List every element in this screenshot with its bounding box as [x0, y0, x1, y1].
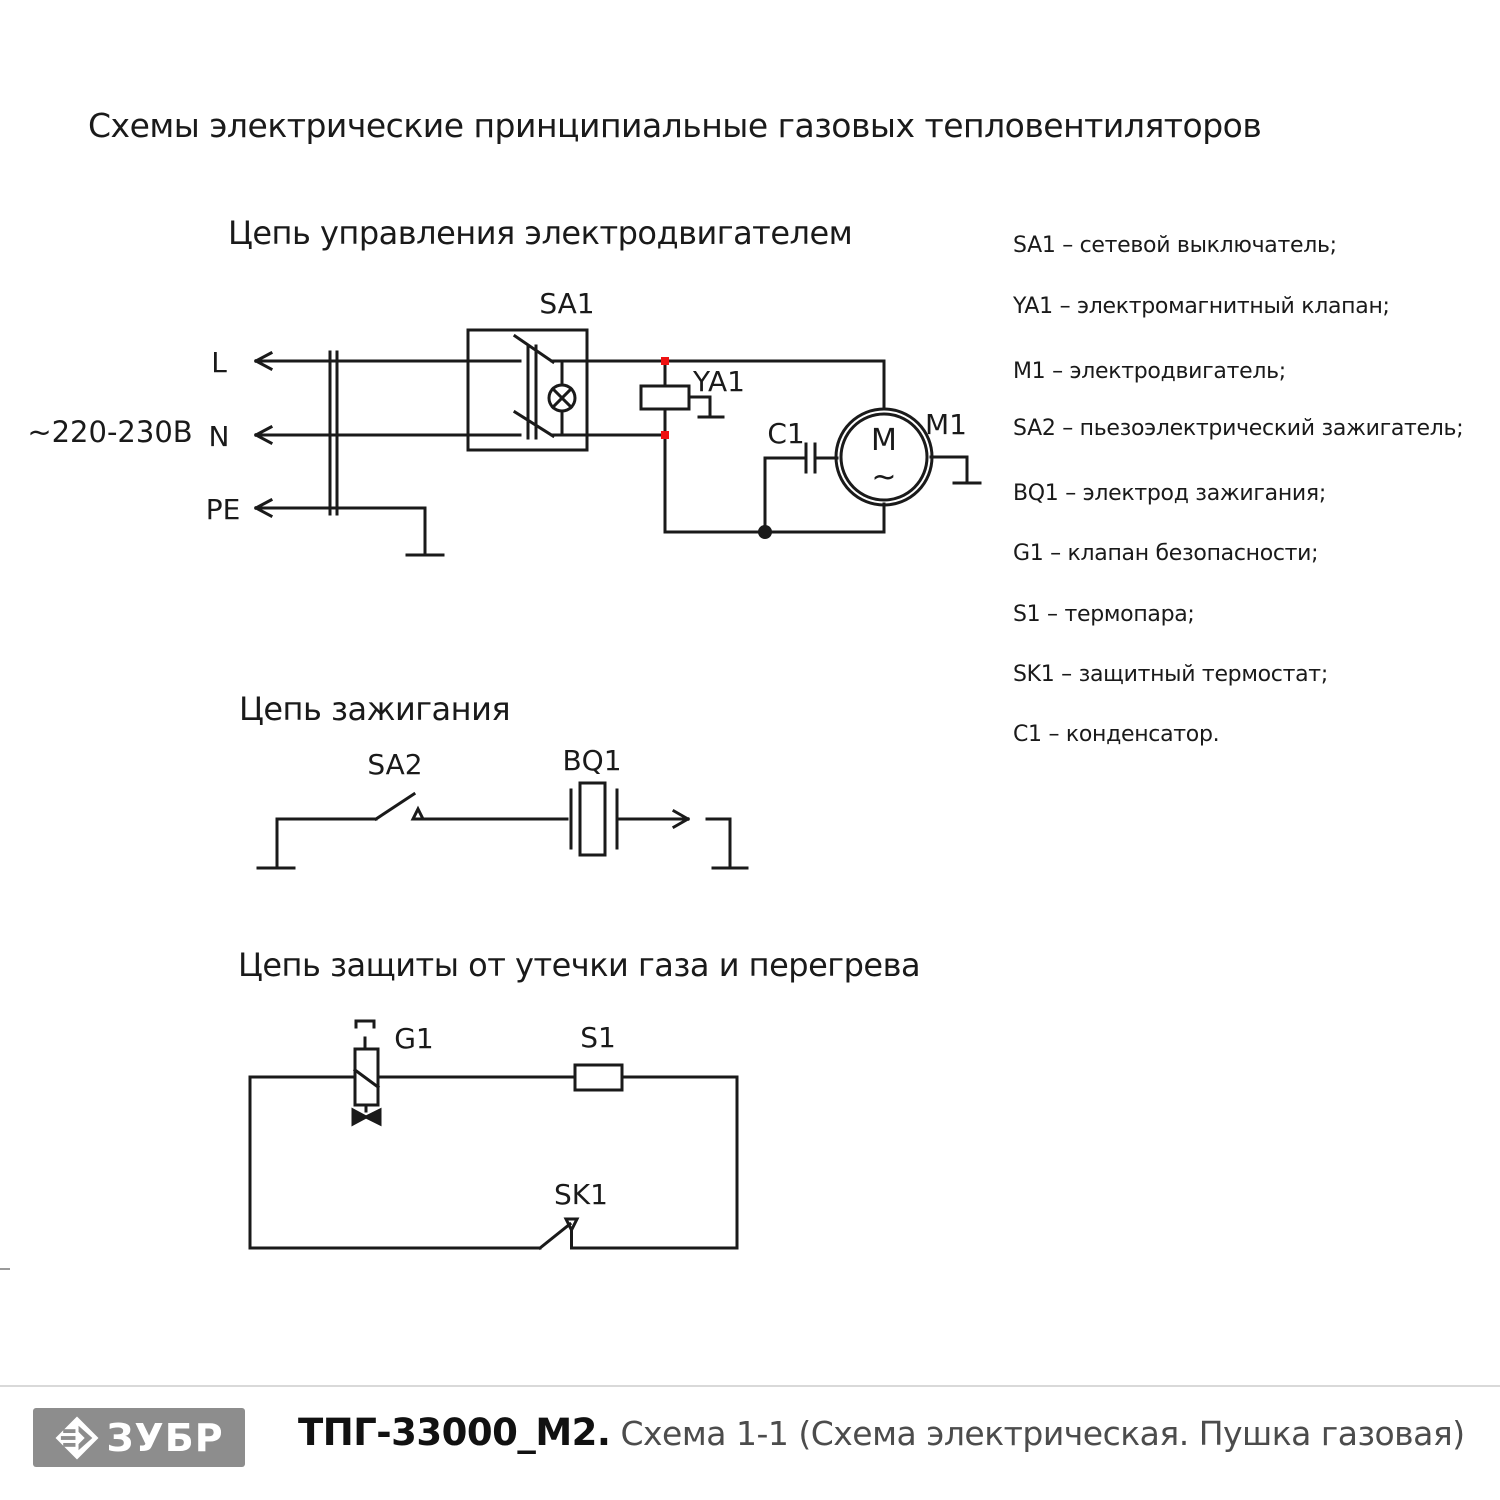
- s1-thermocouple-icon: [575, 1065, 622, 1090]
- motor-letter: M: [871, 423, 897, 458]
- ya1-ground-icon: [689, 397, 723, 417]
- legend-item: M1 – электродвигатель;: [1013, 359, 1286, 384]
- circuit1-graphics: [27, 287, 980, 555]
- terminal-pe-label: PE: [205, 493, 241, 526]
- legend-item: C1 – конденсатор.: [1013, 722, 1220, 747]
- c1-capacitor-icon: [765, 444, 837, 532]
- legend-item: YA1 – электромагнитный клапан;: [1013, 294, 1390, 319]
- zubr-logo-icon: [54, 1415, 100, 1461]
- legend-item: SA2 – пьезоэлектрический зажигатель;: [1013, 416, 1464, 441]
- circuit2-graphics: [258, 744, 747, 868]
- g1-label: G1: [394, 1022, 434, 1055]
- bq1-label: BQ1: [562, 744, 622, 777]
- left-ground-icon: [258, 819, 294, 868]
- legend-item: BQ1 – электрод зажигания;: [1013, 481, 1326, 506]
- legend-item: S1 – термопара;: [1013, 602, 1195, 627]
- red-junction-dot: [661, 431, 669, 439]
- legend-item: SA1 – сетевой выключатель;: [1013, 233, 1337, 258]
- connector-icon: [330, 352, 337, 514]
- scheme-caption: Схема 1-1 (Схема электрическая. Пушка газовая): [620, 1414, 1465, 1453]
- sk1-label: SK1: [554, 1178, 608, 1211]
- footer-separator: [0, 1385, 1500, 1387]
- circuit2-labels: [367, 744, 621, 781]
- legend-item: SK1 – защитный термостат;: [1013, 662, 1328, 687]
- ya1-label: YA1: [693, 365, 745, 398]
- sa2-label: SA2: [367, 748, 423, 781]
- footer-caption-line: [298, 1411, 1465, 1454]
- motor-ground-icon: [931, 457, 980, 483]
- s1-label: S1: [580, 1021, 616, 1054]
- circuit3-graphics: [250, 1021, 737, 1248]
- zubr-logo: [33, 1408, 245, 1467]
- c1-label: C1: [767, 417, 805, 450]
- circuit3-labels: [394, 1021, 616, 1211]
- legend-item: G1 – клапан безопасности;: [1013, 541, 1319, 566]
- black-junction-dot: [758, 525, 772, 539]
- right-ground-icon: [707, 819, 747, 868]
- wire: [250, 1077, 540, 1248]
- sa1-label: SA1: [539, 287, 595, 320]
- model-number: ТПГ-33000_М2.: [298, 1411, 611, 1454]
- circuit1-labels: [27, 287, 967, 526]
- wire: [572, 1077, 737, 1248]
- bq1-electrode-icon: [571, 783, 747, 868]
- terminal-l-label: L: [211, 346, 227, 379]
- red-junction-dot: [661, 357, 669, 365]
- sk1-thermostat-icon: [540, 1219, 577, 1248]
- supply-lines: [256, 352, 520, 555]
- pe-ground-icon: [407, 508, 443, 555]
- m1-label: M1: [925, 408, 967, 441]
- page-title: Схемы электрические принципиальные газовых тепловентиляторов: [88, 106, 1262, 145]
- circuit1-title: Цепь управления электродвигателем: [228, 214, 853, 252]
- terminal-n-label: N: [208, 420, 230, 453]
- margin-tick: [0, 1268, 10, 1270]
- circuit2-title: Цепь зажигания: [239, 690, 511, 728]
- g1-valve-icon: [353, 1021, 380, 1124]
- brand-name: ЗУБР: [106, 1415, 224, 1460]
- voltage-label: ~220-230В: [27, 415, 193, 449]
- motor-tilde: ~: [871, 460, 897, 495]
- sa1-switch-icon: [468, 330, 587, 450]
- circuit3-title: Цепь защиты от утечки газа и перегрева: [238, 946, 921, 984]
- sa2-switch-icon: [258, 794, 567, 868]
